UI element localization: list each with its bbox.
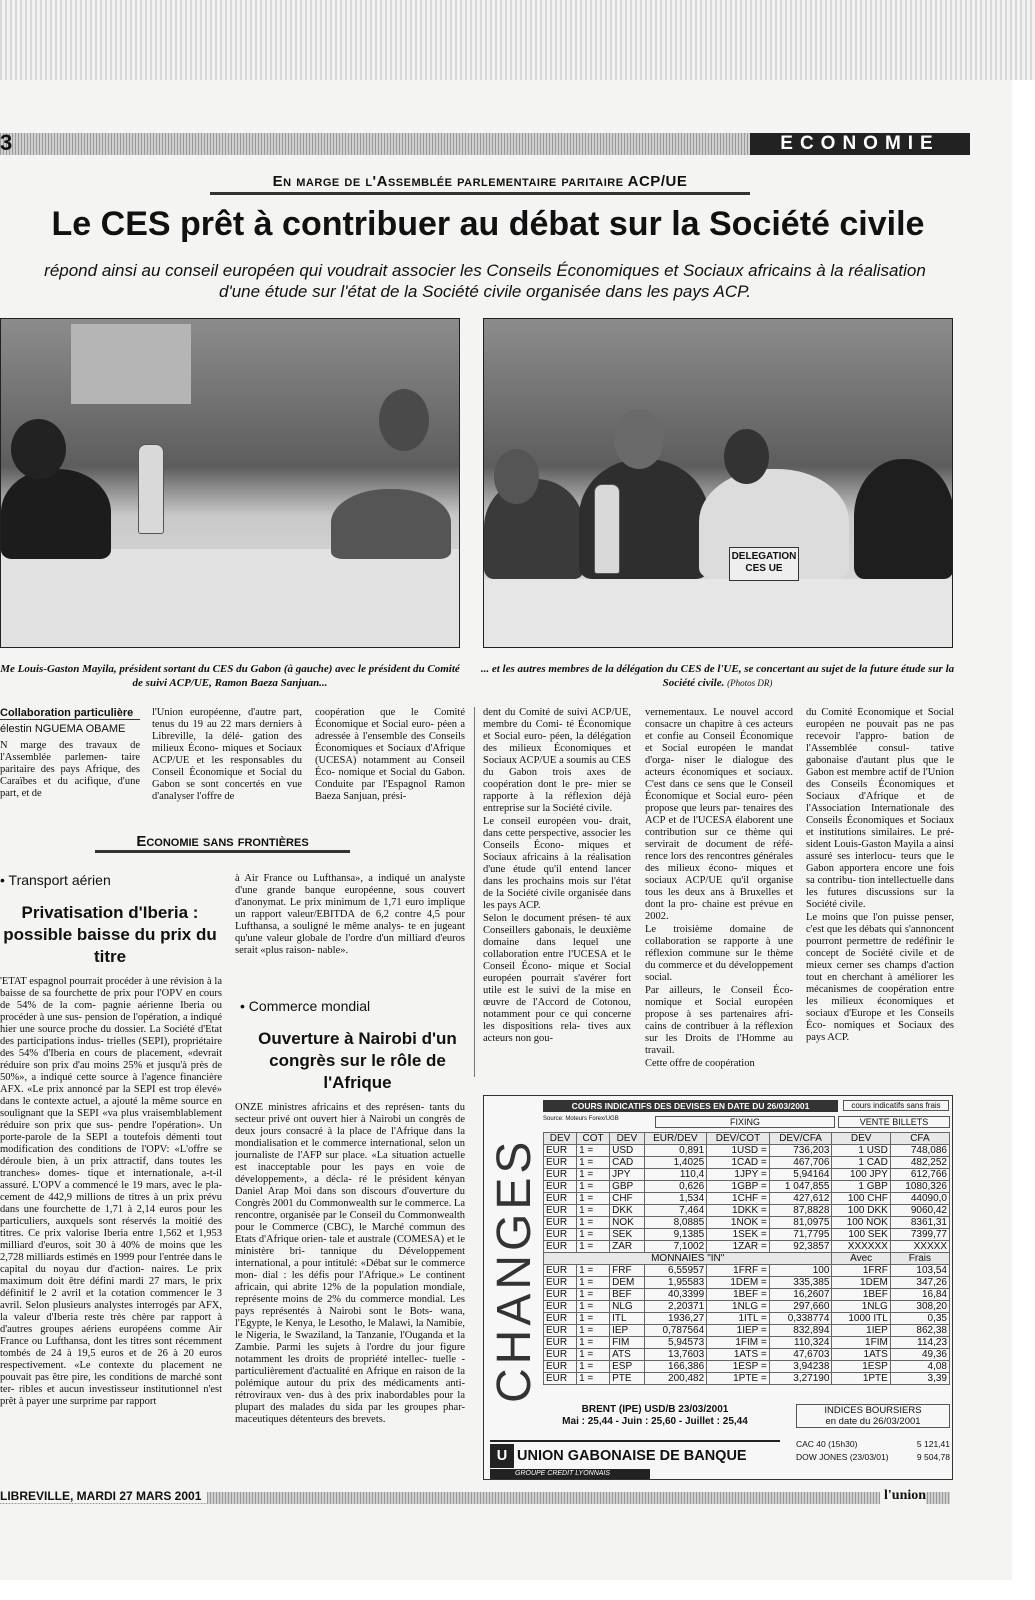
indices-title: [796, 1404, 950, 1428]
fx-cell: 1PTE =: [707, 1373, 770, 1385]
fx-cell: 1PTE: [832, 1373, 890, 1385]
fx-cell: 1ITL =: [707, 1313, 770, 1325]
fx-header-cell: DEV: [610, 1133, 644, 1145]
fx-cell: EUR: [544, 1313, 577, 1325]
fx-cell: 0,338774: [769, 1313, 832, 1325]
fx-row: [544, 1313, 950, 1325]
fx-cell: 1 =: [577, 1361, 610, 1373]
index-value: 5 121,41: [916, 1439, 950, 1449]
fx-source: Source: Moteurs Forex/UGB: [543, 1116, 619, 1122]
fx-cell: 1 =: [577, 1169, 610, 1181]
column-text: N marge des travaux de l'Assemblée parlemen- taire paritaire des pays Afrique, des Caraïbes et du acifique, d'une part, et de: [0, 740, 140, 799]
fx-row: [544, 1325, 950, 1337]
fx-cell: 3,27190: [769, 1373, 832, 1385]
column-text: Cette offre de coopération: [645, 1058, 755, 1069]
photo-left: [0, 318, 460, 648]
index-row: [796, 1438, 950, 1451]
fx-cell: 1936,27: [644, 1313, 707, 1325]
article-column-5: [645, 707, 793, 1077]
fx-cell: 7,464: [644, 1205, 707, 1217]
fx-cell: FIM: [610, 1337, 644, 1349]
fx-cell: EUR: [544, 1277, 577, 1289]
fx-cell: EUR: [544, 1241, 577, 1253]
fx-cell: BEF: [610, 1289, 644, 1301]
fx-cell: 4,08: [890, 1361, 949, 1373]
fx-header-cell: DEV/CFA: [769, 1133, 832, 1145]
fx-row: [544, 1229, 950, 1241]
fx-cell: 1 =: [577, 1349, 610, 1361]
fx-cell: JPY: [610, 1169, 644, 1181]
byline-name: élestin NGUEMA OBAME: [0, 723, 126, 735]
fx-cell: 9,1385: [644, 1229, 707, 1241]
fx-cell: 862,38: [890, 1325, 949, 1337]
fx-cell: 427,612: [769, 1193, 832, 1205]
fx-cell: 1ATS: [832, 1349, 890, 1361]
tag-commerce-mondial: • Commerce mondial: [240, 998, 371, 1014]
fx-table-body: [544, 1145, 950, 1385]
column-text: ONZE ministres africains et des représen- tants du secteur privé ont ouvert hier à Nairobi un congrès de deux jours consacré à la place de l'Afrique dans la mondialisation et le commerce international, selon un journaliste de l'AFP sur place. «La situation actuelle est inacceptable pour les pays en voie de développement», a décla- ré le président kényan Daniel Arap Moi dans son discours d'ouverture du Congrès 2001 du Commonwealth sur le commerce. La rencontre, organisée par le Conseil du Commonwealth pour le Commerce (CBC), le Marché commun des Etats d'Afrique orien- tale et australe (COMESA) et le ministère bri- tannique du Développement international, a pour intitulé: «Débat sur le commerce mon- dial : les défis pour l'Afrique.» Le continent africain, qui abrite 12% de la population mondiale, représente moins de 2% du commerce mondial. Les pays représentés à Nairobi sont le Bots- wana, l'Egypte, le Kenya, le Lesotho, le Malawi, la Namibie, le Nigeria, le Swaziland, la Tanzanie, l'Ouganda et la Zambie. Parmi les sujets à l'ordre du jour figure notamment les droits de propriété intellec- tuelle - particulièrement d'actualité en Afrique en raison de la polémique autour du prix des médicaments anti-rétroviraux ven- dus à des prix inabordables pour la plupart des malades du sida par les groupes phar- maceutiques détenteurs des brevets.: [235, 1102, 465, 1425]
fx-fixing-label: FIXING: [655, 1116, 835, 1128]
fx-cell: EUR: [544, 1265, 577, 1277]
fx-row: [544, 1217, 950, 1229]
fx-cell: GBP: [610, 1181, 644, 1193]
fx-cell: 1 047,855: [769, 1181, 832, 1193]
column-text: Le conseil européen vou- drait, dans cette perspective, associer les Conseils Écono- miques et Sociaux africains à la réalisation d'une étude qu'il entend lancer dans les prochains mois sur l'état de la Société civile organisée dans les pays ACP.: [483, 816, 631, 911]
brent-line-1: BRENT (IPE) USD/B 23/03/2001: [581, 1404, 729, 1415]
fx-cell: ITL: [610, 1313, 644, 1325]
fx-header-cell: DEV: [544, 1133, 577, 1145]
fx-cell: 1BEF =: [707, 1289, 770, 1301]
index-name: DOW JONES (23/03/01): [796, 1452, 889, 1462]
bank-group: GROUPE CREDIT LYONNAIS: [490, 1469, 650, 1479]
fx-cell: 1 =: [577, 1241, 610, 1253]
fx-cell: 1CHF =: [707, 1193, 770, 1205]
fx-header-cell: DEV: [832, 1133, 890, 1145]
fx-subheader: [544, 1253, 950, 1265]
fx-cell: EUR: [544, 1289, 577, 1301]
article-column-6: [806, 707, 954, 1077]
fx-cell: EUR: [544, 1373, 577, 1385]
fx-cell: 47,6703: [769, 1349, 832, 1361]
scan-top-edge: [0, 0, 1035, 80]
fx-cell: 1BEF: [832, 1289, 890, 1301]
fx-row: [544, 1301, 950, 1313]
fx-cell: 0,626: [644, 1181, 707, 1193]
fx-cell: 1DEM: [832, 1277, 890, 1289]
fx-cell: 1USD =: [707, 1145, 770, 1157]
fx-cell: USD: [610, 1145, 644, 1157]
fx-avec: Avec: [832, 1253, 890, 1265]
indices-title-1: INDICES BOURSIERS: [824, 1405, 922, 1416]
fx-cell: 6,55957: [644, 1265, 707, 1277]
fx-cell: EUR: [544, 1181, 577, 1193]
fx-row: [544, 1181, 950, 1193]
fx-cell: 1FIM =: [707, 1337, 770, 1349]
nairobi-headline: Ouverture à Nairobi d'un congrès sur le rôle de l'Afrique: [258, 1029, 457, 1092]
changes-label: CHANGES: [488, 1137, 541, 1403]
fx-cell: 1GBP =: [707, 1181, 770, 1193]
fx-cell: 16,2607: [769, 1289, 832, 1301]
fx-cell: 1NOK =: [707, 1217, 770, 1229]
fx-cell: 482,252: [890, 1157, 949, 1169]
fx-cell: 8,0885: [644, 1217, 707, 1229]
fx-cell: 5,94164: [769, 1169, 832, 1181]
fx-cell: 1FIM: [832, 1337, 890, 1349]
iberia-column-1: [0, 976, 222, 1481]
column-rule: [474, 707, 475, 1077]
fx-cell: EUR: [544, 1205, 577, 1217]
fx-cell: 1 USD: [832, 1145, 890, 1157]
fx-cell: 467,706: [769, 1157, 832, 1169]
standfirst-line-1: répond ainsi au conseil européen qui voudrait associer les Conseils Économiques et Sociaux africains à la réalisation: [44, 261, 926, 280]
fx-cell: 200,482: [644, 1373, 707, 1385]
fx-cell: EUR: [544, 1145, 577, 1157]
bank-logo: U: [490, 1444, 514, 1468]
article-column-2: [152, 707, 302, 812]
fx-row: [544, 1337, 950, 1349]
fx-cell: 44090,0: [890, 1193, 949, 1205]
fx-cell: 81,0975: [769, 1217, 832, 1229]
fx-cell: 1 =: [577, 1217, 610, 1229]
fx-frais: Frais: [890, 1253, 949, 1265]
rubric-economie-sans-frontieres: Economie sans frontières: [95, 833, 350, 853]
column-text: vernementaux. Le nouvel accord consacre un chapitre à ces acteurs et confie au Conseil Économique et Social européen le mandat d'orga- niser le dialogue des acteurs économiques et sociaux. C'est dans ce sens que le Conseil Économique et Social euro- péen propose que leurs par- tenaires des ACP et de l'UCESA élaborent une contribution sur ce thème qui servirait de document de réfé- rence lors des rencontres générales des milieux écono- miques et sociaux ACP/UE qu'il organise tous les deux ans à Bruxelles et dont la pro- chaine est prévue en 2002.: [645, 707, 793, 922]
indices-title-2: en date du 26/03/2001: [825, 1416, 921, 1427]
caption-right-text: ... et les autres membres de la délégation du CES de l'UE, se concertant au sujet de la future étude sur la Société civile.: [480, 663, 955, 689]
fx-cell: 1 =: [577, 1145, 610, 1157]
fx-cell: 1JPY =: [707, 1169, 770, 1181]
fx-table: [543, 1132, 950, 1385]
fx-row: [544, 1349, 950, 1361]
footer-masthead: l'union: [880, 1488, 926, 1504]
fx-cell: 1 =: [577, 1193, 610, 1205]
column-text: du Comité Économique et Social européen ne pouvait pas ne pas recevoir l'appro- bation de l'Assemblée consul- tative gabonaise d'autant plus que le Gabon est membre actif de l'Union des Conseils Économiques et Sociaux d'Afrique et de l'Association Internationale des Conseils Économiques et Sociaux et institutions similaires. Le pré- sident Louis-Gaston Mayila a ainsi assuré ses interlocu- teurs que le Gabon apportera encore une fois sa contribu- tion intellectuelle dans les futures discussions sur la Société civile.: [806, 707, 954, 910]
fx-cell: 3,39: [890, 1373, 949, 1385]
fx-cell: 1 CAD: [832, 1157, 890, 1169]
brent-line-2: Mai : 25,44 - Juin : 25,60 - Juillet : 25,44: [562, 1416, 748, 1427]
fx-cell: EUR: [544, 1337, 577, 1349]
fx-cell: 100: [769, 1265, 832, 1277]
caption-right: [480, 662, 955, 690]
fx-cell: CAD: [610, 1157, 644, 1169]
fx-row: [544, 1193, 950, 1205]
nairobi-column: [235, 1102, 465, 1482]
fx-cell: 1 =: [577, 1157, 610, 1169]
fx-cell: 110,4: [644, 1169, 707, 1181]
fx-cell: 1 =: [577, 1313, 610, 1325]
fx-cell: SEK: [610, 1229, 644, 1241]
fx-cell: 100 JPY: [832, 1169, 890, 1181]
fx-cell: 335,385: [769, 1277, 832, 1289]
fx-row: [544, 1145, 950, 1157]
column-text: à Air France ou Lufthansa», a indiqué un analyste d'une grande banque européenne, sous couvert d'anonymat. Le prix minimum de 1,71 euro implique un rapport valeur/EBITDA de 6,2 contre 4,5 pour Lufthansa, a souligné le même analys- te en jugeant qu'une valeur globale de l'ordre d'un milliard d'euros serait «plus raison- nable».: [235, 873, 465, 956]
fx-cell: EUR: [544, 1361, 577, 1373]
fx-cell: 1 =: [577, 1205, 610, 1217]
brent-quote: [530, 1404, 780, 1428]
fx-header-cell: COT: [577, 1133, 610, 1145]
fx-cell: 1 =: [577, 1301, 610, 1313]
fx-cell: 1ZAR =: [707, 1241, 770, 1253]
column-text: Le moins que l'on puisse penser, c'est que les débats qui s'annoncent pourront permettre de redéfinir le concept de Société civile et de mieux cerner ses champs d'action tout en cherchant à améliorer les mécanismes de coopération entre les milieux économiques et sociaux d'Europe et les Conseils Éco- nomiques et Sociaux des pays ACP.: [806, 912, 954, 1043]
fx-cell: 1SEK =: [707, 1229, 770, 1241]
fx-cell: 0,891: [644, 1145, 707, 1157]
page-number: 3: [0, 130, 13, 155]
fx-cell: 87,8828: [769, 1205, 832, 1217]
column-text: dent du Comité de suivi ACP/UE, membre du Comi- té Économique et Social euro- péen, la délégation des milieux Économiques et Sociaux ACP/UE a soumis au CES du Gabon trois axes de coopération dont le pre- mier se rapporte à la réflexion déjà entreprise sur la Société civile.: [483, 707, 631, 814]
fx-cell: 0,787564: [644, 1325, 707, 1337]
fx-cell: 3,94238: [769, 1361, 832, 1373]
section-label: ECONOMIE: [750, 133, 970, 155]
fx-cell: 92,3857: [769, 1241, 832, 1253]
fx-cell: 2,20371: [644, 1301, 707, 1313]
column-text: coopération que le Comité Économique et Social euro- péen a adressée à l'ensemble des Conseils Économiques et Sociaux d'Afrique (UCESA) notamment au Conseil Éco- nomique et Social du Gabon. Conduite par l'Espagnol Ramon Baeza Sanjuan, prési-: [315, 707, 465, 802]
fx-row: [544, 1361, 950, 1373]
fx-cell: 347,26: [890, 1277, 949, 1289]
fx-cell: 100 SEK: [832, 1229, 890, 1241]
fx-row: [544, 1265, 950, 1277]
fx-row: [544, 1289, 950, 1301]
fx-cell: XXXXXX: [832, 1241, 890, 1253]
fx-cell: EUR: [544, 1157, 577, 1169]
fx-cell: EUR: [544, 1217, 577, 1229]
fx-note: cours indicatifs sans frais: [843, 1100, 949, 1111]
fx-row: [544, 1373, 950, 1385]
fx-cell: EUR: [544, 1229, 577, 1241]
fx-cell: NLG: [610, 1301, 644, 1313]
fx-cell: 308,20: [890, 1301, 949, 1313]
fx-cell: 49,36: [890, 1349, 949, 1361]
article-column-1: [0, 707, 140, 812]
fx-cell: 1,534: [644, 1193, 707, 1205]
tag-transport-aerien: • Transport aérien: [0, 872, 111, 888]
iberia-headline: Privatisation d'Iberia : possible baisse du prix du titre: [3, 903, 217, 966]
fx-cell: NOK: [610, 1217, 644, 1229]
article-standfirst: [0, 260, 970, 302]
column-text: 'ETAT espagnol pourrait procéder à une révision à la baisse de sa fourchette de prix pour l'OPV en cours de 54% de la com- pagnie aérienne Iberia ou procéder à une sus- pension de l'opération, a indiqué hier une source proche du dossier. La Société d'Etat des participations indus- trielles (SEPI), propriétaire des 54% d'Iberia en cours de placement, «devrait réduire son prix d'au moins 25% et jusqu'à près de 50%», a indiqué cette source à l'agence financière AFX. «Le prix annoncé par la SEPI est trop élevé» dans le contexte actuel, a ajouté la même source en soulignant que la SEPI «va plus vraisemblablement réduire son prix que sus- pendre l'opération». Un porte-parole de la SEPI a toutefois démenti tout modification des conditions de l'OPV: «L'offre se déroule bien, à un prix attractif, dans toutes les tranches» domes- tique et internationale, a-t-il assuré. L'OPV a commencé le 19 mars, avec le pla- cement de 442,9 millions de titres à un prix prévu dans une fourchette de 1,71 à 2,14 euros pour les particuliers, auxquels sont réservés la moitié des titres. Ce prix valorise Iberia entre 1,562 et 1,953 milliard d'euros, soit 30 à 40% de moins que les 2,728 milliards estimés en 1999 pour l'entrée dans le capital du noyau dur d'action- naires. Le prix maximum doit être défini mardi 27 mars, le prix définitif le 2 avril et la cotation commencer le 3 avril. Selon plusieurs analystes interrogés par AFX, la valeur d'Iberia reste très chère par rapport à d'autres groupes aériens européens comme Air France ou Lufthansa, dont les titres sont récemment tombés de 24 à 19,5 euros et de 26 à 20 euros respectivement. «Le contexte du placement ne pouvait pas être pire, les conditions de marché sont ter- ribles et aucun investisseur institutionnel n'est prêt à payer une surprime par rapport: [0, 976, 222, 1407]
fx-cell: 1 =: [577, 1265, 610, 1277]
article-kicker: En marge de l'Assemblée parlementaire paritaire ACP/UE: [210, 173, 750, 195]
fx-cell: 13,7603: [644, 1349, 707, 1361]
column-text: l'Union européenne, d'autre part, tenus du 19 au 22 mars derniers à Libreville, la délé- gation des milieux Écono- miques et Sociaux ACP/UE et les responsables du Conseil Économique et Social du Gabon se sont concertés en vue d'analyser l'offre de: [152, 707, 302, 802]
fx-cell: 1 =: [577, 1277, 610, 1289]
column-text: Par ailleurs, le Conseil Éco- nomique et Social européen propose à ses partenaires afri- cains de contribuer à la réflexion sur les Droits de l'Homme au travail.: [645, 985, 793, 1056]
fx-row: [544, 1205, 950, 1217]
fx-cell: 166,386: [644, 1361, 707, 1373]
fx-cell: DKK: [610, 1205, 644, 1217]
fx-cell: 1000 ITL: [832, 1313, 890, 1325]
fx-monnaies-in: MONNAIES "IN": [544, 1253, 832, 1265]
fx-cell: EUR: [544, 1169, 577, 1181]
fx-cell: 1ESP =: [707, 1361, 770, 1373]
fx-row: [544, 1277, 950, 1289]
fx-cell: 1080,326: [890, 1181, 949, 1193]
fx-cell: 1NLG =: [707, 1301, 770, 1313]
fx-cell: 1 =: [577, 1373, 610, 1385]
fx-cell: 0,35: [890, 1313, 949, 1325]
fx-cell: IEP: [610, 1325, 644, 1337]
fx-cell: DEM: [610, 1277, 644, 1289]
column-text: Selon le document présen- té aux Conseillers gabonais, le deuxième domaine dans lequel une collaboration entre l'UCESA et le Conseil Écono- mique et Social européen pourrait s'avérer fort utile est le suivi de la mise en œuvre de l'Accord de Cotonou, notamment pour ce qui concerne les dispositions rela- tives aux acteurs non gou-: [483, 913, 631, 1044]
photo-credit: (Photos DR): [727, 678, 773, 688]
fx-cell: PTE: [610, 1373, 644, 1385]
bank-name: UNION GABONAISE DE BANQUE: [517, 1448, 747, 1464]
fx-cell: 1FRF =: [707, 1265, 770, 1277]
fx-cell: 1 =: [577, 1181, 610, 1193]
standfirst-line-2: d'une étude sur l'état de la Société civile organisée dans les pays ACP.: [219, 282, 751, 301]
fx-cell: 110,324: [769, 1337, 832, 1349]
fx-cell: 1IEP: [832, 1325, 890, 1337]
fx-cell: 748,086: [890, 1145, 949, 1157]
index-row: [796, 1451, 950, 1464]
fx-cell: EUR: [544, 1193, 577, 1205]
fx-cell: EUR: [544, 1301, 577, 1313]
fx-header-cell: EUR/DEV: [644, 1133, 707, 1145]
fx-row: [544, 1169, 950, 1181]
fx-cell: EUR: [544, 1325, 577, 1337]
iberia-column-2: [235, 873, 465, 983]
fx-cell: ATS: [610, 1349, 644, 1361]
fx-cell: 16,84: [890, 1289, 949, 1301]
fx-cell: 1FRF: [832, 1265, 890, 1277]
fx-cell: 1ESP: [832, 1361, 890, 1373]
fx-cell: 1 =: [577, 1289, 610, 1301]
fx-cell: 1ATS =: [707, 1349, 770, 1361]
fx-cell: 612,766: [890, 1169, 949, 1181]
fx-header-cell: CFA: [890, 1133, 949, 1145]
fx-cell: 100 DKK: [832, 1205, 890, 1217]
fx-cell: 103,54: [890, 1265, 949, 1277]
bank-banner: [490, 1440, 780, 1468]
fx-title: COURS INDICATIFS DES DEVISES EN DATE DU 26/03/2001: [543, 1100, 838, 1112]
fx-header-cell: DEV/COT: [707, 1133, 770, 1145]
fx-cell: 832,894: [769, 1325, 832, 1337]
article-column-3: [315, 707, 465, 812]
fx-cell: 114,23: [890, 1337, 949, 1349]
fx-cell: 1DKK =: [707, 1205, 770, 1217]
fx-cell: 1 =: [577, 1337, 610, 1349]
fx-cell: 40,3399: [644, 1289, 707, 1301]
caption-left: Me Louis-Gaston Mayila, président sortant du CES du Gabon (à gauche) avec le président du Comité de suivi ACP/UE, Ramon Baeza Sanjuan...: [0, 663, 460, 689]
fx-cell: 100 NOK: [832, 1217, 890, 1229]
fx-row: [544, 1157, 950, 1169]
article-column-4: [483, 707, 631, 1077]
fx-cell: 7,1002: [644, 1241, 707, 1253]
fx-cell: ZAR: [610, 1241, 644, 1253]
index-value: 9 504,78: [916, 1452, 950, 1462]
fx-cell: 1IEP =: [707, 1325, 770, 1337]
column-text: Le troisième domaine de collaboration se rapporte à une réflexion commune sur le thème du commerce et du développement social.: [645, 924, 793, 983]
photo-right: [483, 318, 953, 648]
fx-table-header: [544, 1133, 950, 1145]
byline-title: Collaboration particulière: [0, 707, 140, 720]
fx-cell: 297,660: [769, 1301, 832, 1313]
fx-cell: 1NLG: [832, 1301, 890, 1313]
article-headline: Le CES prêt à contribuer au débat sur la Société civile: [51, 205, 925, 243]
fx-cell: 1,95583: [644, 1277, 707, 1289]
fx-row: [544, 1241, 950, 1253]
fx-cell: 100 CHF: [832, 1193, 890, 1205]
index-name: CAC 40 (15h30): [796, 1439, 858, 1449]
fx-cell: 1 GBP: [832, 1181, 890, 1193]
fx-cell: ESP: [610, 1361, 644, 1373]
fx-cell: CHF: [610, 1193, 644, 1205]
fx-cell: 7399,77: [890, 1229, 949, 1241]
delegation-sign: DELEGATION CES UE: [729, 547, 799, 581]
fx-cell: 1CAD =: [707, 1157, 770, 1169]
fx-vente-label: VENTE BILLETS: [838, 1116, 950, 1128]
fx-cell: XXXXX: [890, 1241, 949, 1253]
fx-cell: 1 =: [577, 1229, 610, 1241]
fx-cell: 1,4025: [644, 1157, 707, 1169]
indices-list: [796, 1438, 950, 1464]
fx-cell: EUR: [544, 1349, 577, 1361]
fx-cell: FRF: [610, 1265, 644, 1277]
fx-cell: 9060,42: [890, 1205, 949, 1217]
fx-cell: 1DEM =: [707, 1277, 770, 1289]
fx-cell: 71,7795: [769, 1229, 832, 1241]
fx-cell: 5,94573: [644, 1337, 707, 1349]
footer-dateline: LIBREVILLE, MARDI 27 MARS 2001: [0, 1489, 207, 1503]
fx-cell: 1 =: [577, 1325, 610, 1337]
fx-cell: 736,203: [769, 1145, 832, 1157]
fx-cell: 8361,31: [890, 1217, 949, 1229]
